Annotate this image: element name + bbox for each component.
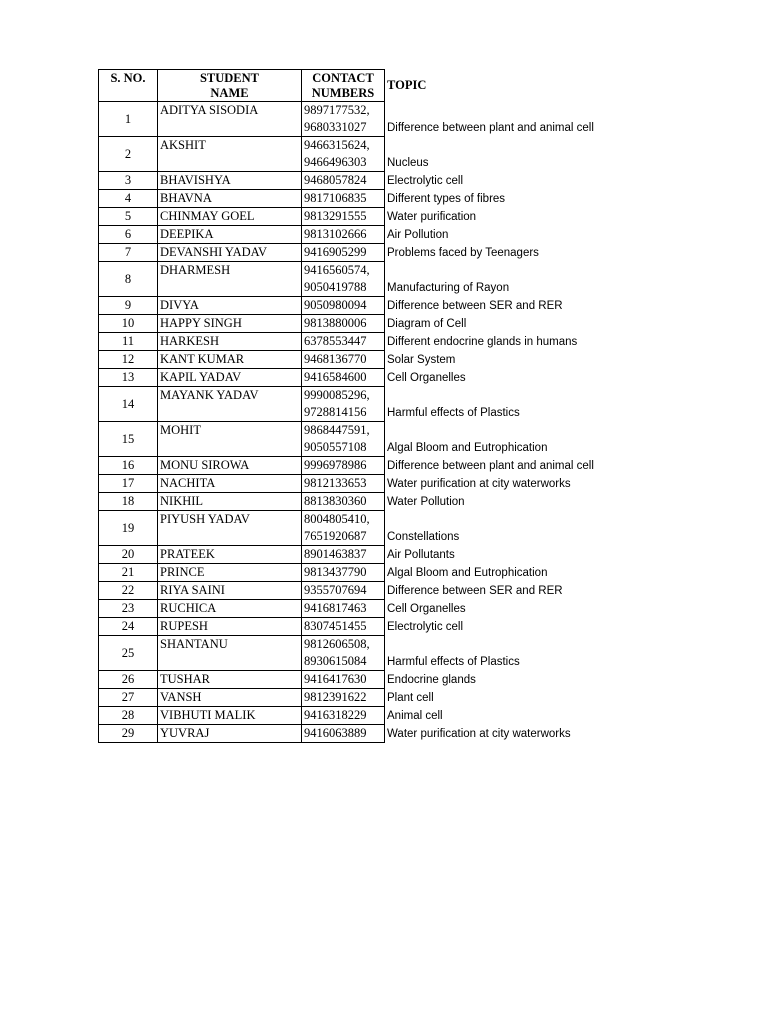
contact-numbers-cell bbox=[302, 600, 385, 618]
table-row bbox=[99, 172, 605, 190]
contact-number: 9990085296, bbox=[304, 388, 370, 402]
contact-numbers-cell bbox=[302, 564, 385, 582]
contact-numbers-cell bbox=[302, 671, 385, 689]
header-topic: TOPIC bbox=[387, 78, 427, 92]
topic-cell: Difference between SER and RER bbox=[387, 584, 563, 597]
table-row bbox=[99, 689, 605, 707]
serial-number-cell: 21 bbox=[99, 564, 158, 582]
topic-cell: Difference between plant and animal cell bbox=[387, 459, 594, 472]
header-student-name bbox=[158, 70, 302, 102]
table-row bbox=[99, 600, 605, 618]
topic-cell: Difference between plant and animal cell bbox=[387, 121, 594, 134]
table-row bbox=[99, 333, 605, 351]
contact-number: 9813291555 bbox=[304, 209, 367, 223]
serial-number-cell: 26 bbox=[99, 671, 158, 689]
topic-cell: Nucleus bbox=[387, 156, 429, 169]
table-row bbox=[99, 618, 605, 636]
contact-numbers-cell bbox=[302, 582, 385, 600]
serial-number-cell: 19 bbox=[99, 511, 158, 546]
contact-number: 9817106835 bbox=[304, 191, 367, 205]
contact-number: 9996978986 bbox=[304, 458, 367, 472]
table-body bbox=[99, 102, 605, 743]
topic-cell: Algal Bloom and Eutrophication bbox=[387, 566, 548, 579]
contact-number: 9466315624, bbox=[304, 138, 370, 152]
contact-numbers-cell bbox=[302, 137, 385, 172]
topic-cell: Constellations bbox=[387, 530, 460, 543]
topic-cell: Algal Bloom and Eutrophication bbox=[387, 441, 548, 454]
contact-number: 9416417630 bbox=[304, 672, 367, 686]
header-contact-numbers bbox=[302, 70, 385, 102]
contact-numbers-cell bbox=[302, 244, 385, 262]
table-row bbox=[99, 511, 605, 546]
table-row bbox=[99, 315, 605, 333]
serial-number-cell: 4 bbox=[99, 190, 158, 208]
contact-number: 8901463837 bbox=[304, 547, 367, 561]
contact-number: 9050980094 bbox=[304, 298, 367, 312]
serial-number-cell: 28 bbox=[99, 707, 158, 725]
student-name-cell: PRINCE bbox=[158, 564, 302, 582]
contact-number: 9897177532, bbox=[304, 103, 370, 117]
topic-cell: Air Pollution bbox=[387, 228, 449, 241]
contact-number: 9468057824 bbox=[304, 173, 367, 187]
student-name-cell: NACHITA bbox=[158, 475, 302, 493]
student-name-cell: VANSH bbox=[158, 689, 302, 707]
table-row bbox=[99, 546, 605, 564]
table-row bbox=[99, 226, 605, 244]
student-name-cell: BHAVISHYA bbox=[158, 172, 302, 190]
table-row bbox=[99, 351, 605, 369]
table-row bbox=[99, 137, 605, 172]
topic-cell: Different endocrine glands in humans bbox=[387, 335, 578, 348]
topic-cell: Water Pollution bbox=[387, 495, 465, 508]
contact-number: 8813830360 bbox=[304, 494, 367, 508]
contact-numbers-cell bbox=[302, 208, 385, 226]
contact-number: 9416560574, bbox=[304, 263, 370, 277]
contact-number: 9812606508, bbox=[304, 637, 370, 651]
table-row bbox=[99, 244, 605, 262]
topic-cell: Endocrine glands bbox=[387, 673, 476, 686]
contact-numbers-cell bbox=[302, 369, 385, 387]
contact-number: 9050557108 bbox=[304, 440, 367, 454]
student-name-cell: RIYA SAINI bbox=[158, 582, 302, 600]
contact-number: 8307451455 bbox=[304, 619, 367, 633]
student-name-cell: MONU SIROWA bbox=[158, 457, 302, 475]
topic-cell: Electrolytic cell bbox=[387, 174, 464, 187]
student-name-cell: DEVANSHI YADAV bbox=[158, 244, 302, 262]
contact-number: 8930615084 bbox=[304, 654, 367, 668]
contact-numbers-cell bbox=[302, 190, 385, 208]
student-name-cell: RUPESH bbox=[158, 618, 302, 636]
topic-cell: Harmful effects of Plastics bbox=[387, 655, 520, 668]
serial-number-cell: 15 bbox=[99, 422, 158, 457]
contact-number: 7651920687 bbox=[304, 529, 367, 543]
serial-number-cell: 16 bbox=[99, 457, 158, 475]
student-name-cell: AKSHIT bbox=[158, 137, 302, 172]
serial-number-cell: 3 bbox=[99, 172, 158, 190]
contact-numbers-cell bbox=[302, 102, 385, 137]
contact-numbers-cell bbox=[302, 546, 385, 564]
contact-number: 9416817463 bbox=[304, 601, 367, 615]
table-row bbox=[99, 725, 605, 743]
student-name-cell: RUCHICA bbox=[158, 600, 302, 618]
student-name-cell: HAPPY SINGH bbox=[158, 315, 302, 333]
serial-number-cell: 14 bbox=[99, 387, 158, 422]
serial-number-cell: 11 bbox=[99, 333, 158, 351]
contact-number: 9812391622 bbox=[304, 690, 367, 704]
table-row bbox=[99, 369, 605, 387]
contact-number: 9813437790 bbox=[304, 565, 367, 579]
serial-number-cell: 9 bbox=[99, 297, 158, 315]
header-student-name-line2: NAME bbox=[210, 86, 249, 100]
contact-numbers-cell bbox=[302, 172, 385, 190]
contact-numbers-cell bbox=[302, 689, 385, 707]
contact-number: 9466496303 bbox=[304, 155, 367, 169]
contact-number: 9728814156 bbox=[304, 405, 367, 419]
table-row bbox=[99, 422, 605, 457]
student-name-cell: KANT KUMAR bbox=[158, 351, 302, 369]
topic-cell: Water purification bbox=[387, 210, 477, 223]
serial-number-cell: 25 bbox=[99, 636, 158, 671]
contact-numbers-cell bbox=[302, 387, 385, 422]
contact-numbers-cell bbox=[302, 475, 385, 493]
student-name-cell: MOHIT bbox=[158, 422, 302, 457]
contact-number: 9416584600 bbox=[304, 370, 367, 384]
student-name-cell: PRATEEK bbox=[158, 546, 302, 564]
student-name-cell: NIKHIL bbox=[158, 493, 302, 511]
contact-numbers-cell bbox=[302, 707, 385, 725]
table-row bbox=[99, 387, 605, 422]
contact-number: 9813880006 bbox=[304, 316, 367, 330]
table-row bbox=[99, 636, 605, 671]
table-row bbox=[99, 493, 605, 511]
student-name-cell: SHANTANU bbox=[158, 636, 302, 671]
table-row bbox=[99, 564, 605, 582]
topic-cell: Diagram of Cell bbox=[387, 317, 467, 330]
header-contact-line1: CONTACT bbox=[312, 71, 374, 85]
topic-cell: Water purification at city waterworks bbox=[387, 477, 571, 490]
contact-numbers-cell bbox=[302, 333, 385, 351]
header-row bbox=[99, 70, 605, 102]
student-name-cell: DEEPIKA bbox=[158, 226, 302, 244]
contact-numbers-cell bbox=[302, 511, 385, 546]
serial-number-cell: 29 bbox=[99, 725, 158, 743]
contact-numbers-cell bbox=[302, 351, 385, 369]
student-name-cell: TUSHAR bbox=[158, 671, 302, 689]
contact-number: 9416905299 bbox=[304, 245, 367, 259]
topic-cell: Manufacturing of Rayon bbox=[387, 281, 510, 294]
student-topic-table bbox=[98, 69, 605, 743]
topic-cell: Electrolytic cell bbox=[387, 620, 464, 633]
table-row bbox=[99, 102, 605, 137]
table-row bbox=[99, 208, 605, 226]
contact-number: 9355707694 bbox=[304, 583, 367, 597]
student-name-cell: HARKESH bbox=[158, 333, 302, 351]
student-name-cell: ADITYA SISODIA bbox=[158, 102, 302, 137]
serial-number-cell: 5 bbox=[99, 208, 158, 226]
serial-number-cell: 1 bbox=[99, 102, 158, 137]
student-name-cell: PIYUSH YADAV bbox=[158, 511, 302, 546]
contact-numbers-cell bbox=[302, 493, 385, 511]
serial-number-cell: 13 bbox=[99, 369, 158, 387]
contact-number: 9813102666 bbox=[304, 227, 367, 241]
student-name-cell: CHINMAY GOEL bbox=[158, 208, 302, 226]
table-row bbox=[99, 297, 605, 315]
contact-number: 9680331027 bbox=[304, 120, 367, 134]
contact-numbers-cell bbox=[302, 422, 385, 457]
student-name-cell: MAYANK YADAV bbox=[158, 387, 302, 422]
topic-cell: Animal cell bbox=[387, 709, 443, 722]
topic-cell: Water purification at city waterworks bbox=[387, 727, 571, 740]
contact-numbers-cell bbox=[302, 636, 385, 671]
topic-cell: Difference between SER and RER bbox=[387, 299, 563, 312]
table-row bbox=[99, 190, 605, 208]
contact-number: 9868447591, bbox=[304, 423, 370, 437]
contact-number: 8004805410, bbox=[304, 512, 370, 526]
serial-number-cell: 12 bbox=[99, 351, 158, 369]
student-name-cell: DIVYA bbox=[158, 297, 302, 315]
contact-numbers-cell bbox=[302, 262, 385, 297]
contact-numbers-cell bbox=[302, 297, 385, 315]
student-name-cell: BHAVNA bbox=[158, 190, 302, 208]
contact-numbers-cell bbox=[302, 618, 385, 636]
contact-number: 6378553447 bbox=[304, 334, 367, 348]
table-row bbox=[99, 671, 605, 689]
topic-cell: Cell Organelles bbox=[387, 371, 466, 384]
serial-number-cell: 10 bbox=[99, 315, 158, 333]
topic-cell: Air Pollutants bbox=[387, 548, 455, 561]
contact-number: 9812133653 bbox=[304, 476, 367, 490]
serial-number-cell: 27 bbox=[99, 689, 158, 707]
serial-number-cell: 2 bbox=[99, 137, 158, 172]
serial-number-cell: 17 bbox=[99, 475, 158, 493]
header-sno: S. NO. bbox=[99, 70, 158, 102]
header-contact-line2: NUMBERS bbox=[311, 86, 375, 100]
header-student-name-line1: STUDENT bbox=[199, 71, 260, 85]
student-name-cell: DHARMESH bbox=[158, 262, 302, 297]
table-row bbox=[99, 582, 605, 600]
serial-number-cell: 22 bbox=[99, 582, 158, 600]
contact-number: 9050419788 bbox=[304, 280, 367, 294]
table-row bbox=[99, 457, 605, 475]
contact-numbers-cell bbox=[302, 457, 385, 475]
serial-number-cell: 7 bbox=[99, 244, 158, 262]
student-name-cell: YUVRAJ bbox=[158, 725, 302, 743]
serial-number-cell: 6 bbox=[99, 226, 158, 244]
serial-number-cell: 23 bbox=[99, 600, 158, 618]
contact-numbers-cell bbox=[302, 315, 385, 333]
topic-cell: Different types of fibres bbox=[387, 192, 506, 205]
serial-number-cell: 18 bbox=[99, 493, 158, 511]
topic-cell: Solar System bbox=[387, 353, 456, 366]
contact-numbers-cell bbox=[302, 226, 385, 244]
student-name-cell: KAPIL YADAV bbox=[158, 369, 302, 387]
serial-number-cell: 8 bbox=[99, 262, 158, 297]
topic-cell: Plant cell bbox=[387, 691, 434, 704]
student-name-cell: VIBHUTI MALIK bbox=[158, 707, 302, 725]
serial-number-cell: 20 bbox=[99, 546, 158, 564]
topic-cell: Cell Organelles bbox=[387, 602, 466, 615]
topic-cell: Problems faced by Teenagers bbox=[387, 246, 539, 259]
contact-numbers-cell bbox=[302, 725, 385, 743]
serial-number-cell: 24 bbox=[99, 618, 158, 636]
contact-number: 9416063889 bbox=[304, 726, 367, 740]
table-row bbox=[99, 707, 605, 725]
topic-cell: Harmful effects of Plastics bbox=[387, 406, 520, 419]
contact-number: 9468136770 bbox=[304, 352, 367, 366]
table-row bbox=[99, 262, 605, 297]
contact-number: 9416318229 bbox=[304, 708, 367, 722]
table-row bbox=[99, 475, 605, 493]
